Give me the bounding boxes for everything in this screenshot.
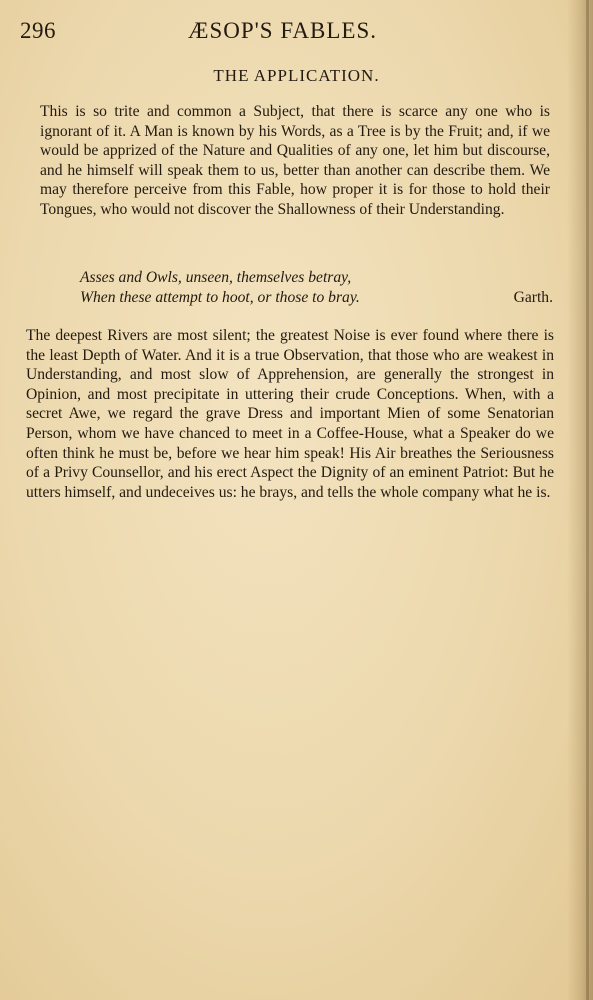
page-edge-line <box>586 0 589 1000</box>
page-number: 296 <box>20 18 56 43</box>
running-title: ÆSOP'S FABLES. <box>188 18 378 43</box>
verse-line-2: When these attempt to hoot, or those to bray. <box>80 289 360 306</box>
verse-attribution: Garth. <box>513 289 553 306</box>
paragraph-application: This is so trite and common a Subject, that there is scarce any one who is ignorant of it. A Man is known by his Words, as a Tree is by the Fruit; and, if we would be apprized of the Nature and Qualities of any one, let him but discourse, and he himself will speak them to us, better than another can describe them. We may therefore perceive from this Fable, how proper it is for those to hold their Tongues, who would not discover the Shallowness of their Understanding. <box>40 103 550 218</box>
running-header <box>20 18 580 48</box>
paragraph-rivers: The deepest Rivers are most silent; the greatest Noise is ever found where there is the least Depth of Water. And it is a true Observation, that those who are weakest in Understanding, and most slow of Apprehension, are generally the strongest in Opinion, and most precipitate in uttering their crude Conceptions. When, with a secret Awe, we regard the grave Dress and important Mien of some Senatorian Person, whom we have chanced to meet in a Coffee-House, what a Speaker do we often think he must be, before we hear him speak! His Air breathes the Seriousness of a Privy Counsellor, and his erect Aspect the Dignity of an eminent Patriot: But he utters himself, and undeceives us: he brays, and tells the whole company what he is. <box>26 327 554 501</box>
page-edge-shadow <box>567 0 593 1000</box>
verse-quotation <box>80 268 560 308</box>
section-heading: THE APPLICATION. <box>213 66 380 85</box>
verse-line-1: Asses and Owls, unseen, themselves betray, <box>80 269 352 286</box>
